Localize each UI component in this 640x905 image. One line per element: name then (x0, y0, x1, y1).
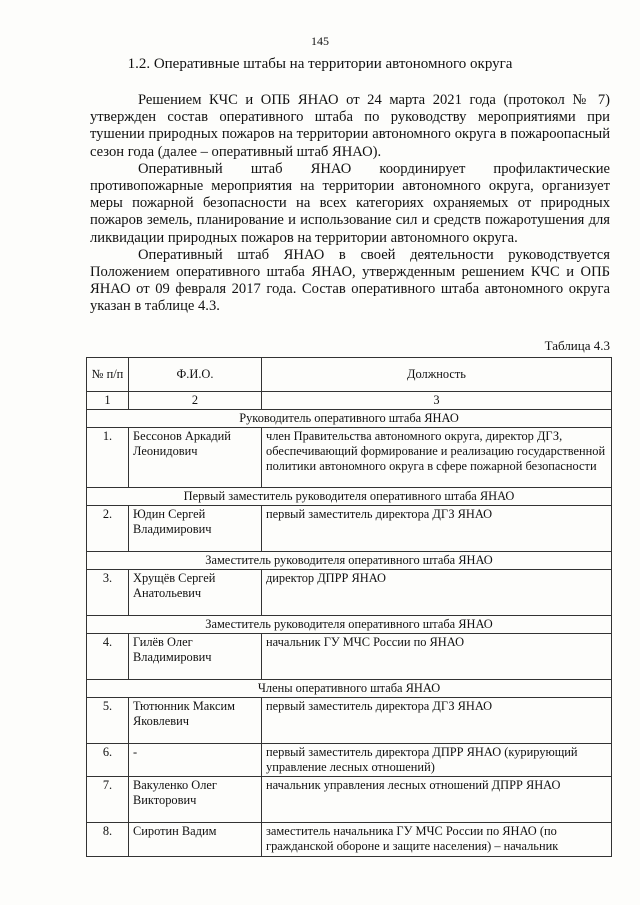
row-position: первый заместитель директора ДГЗ ЯНАО (262, 698, 612, 744)
row-number: 8. (87, 823, 129, 857)
paragraph: Оперативный штаб ЯНАО в своей деятельности руководствуется Положением оперативного штаба ЯНАО, утвержденным решением КЧС и ОПБ ЯНАО от 09 февраля 2017 года. Состав оперативного штаба автономного округа указан в таблице 4.3. (90, 246, 610, 315)
group-row (87, 616, 612, 634)
group-title: Заместитель руководителя оперативного штаба ЯНАО (87, 616, 612, 634)
header-position: Должность (262, 358, 612, 392)
group-row (87, 410, 612, 428)
table-row (87, 698, 612, 744)
row-fio: Юдин Сергей Владимирович (129, 506, 262, 552)
row-number: 7. (87, 777, 129, 823)
row-fio: Вакуленко Олег Викторович (129, 777, 262, 823)
row-position: член Правительства автономного округа, директор ДГЗ, обеспечивающий формирование и реализацию государственной политики автономного округа в сфере пожарной безопасности (262, 428, 612, 488)
row-fio: - (129, 744, 262, 777)
group-title: Заместитель руководителя оперативного штаба ЯНАО (87, 552, 612, 570)
row-fio: Хрущёв Сергей Анатольевич (129, 570, 262, 616)
column-number: 3 (262, 392, 612, 410)
staff-table (86, 357, 612, 857)
row-position: первый заместитель директора ДПРР ЯНАО (курирующий управление лесных отношений) (262, 744, 612, 777)
group-title: Члены оперативного штаба ЯНАО (87, 680, 612, 698)
header-fio: Ф.И.О. (129, 358, 262, 392)
row-number: 5. (87, 698, 129, 744)
group-row (87, 488, 612, 506)
table-row (87, 428, 612, 488)
table-row (87, 634, 612, 680)
group-title: Первый заместитель руководителя оперативного штаба ЯНАО (87, 488, 612, 506)
row-fio: Бессонов Аркадий Леонидович (129, 428, 262, 488)
column-number: 1 (87, 392, 129, 410)
table-row (87, 777, 612, 823)
row-number: 2. (87, 506, 129, 552)
group-row (87, 680, 612, 698)
column-number: 2 (129, 392, 262, 410)
row-number: 4. (87, 634, 129, 680)
row-position: первый заместитель директора ДГЗ ЯНАО (262, 506, 612, 552)
row-number: 6. (87, 744, 129, 777)
table-header-row (87, 358, 612, 392)
row-position: заместитель начальника ГУ МЧС России по ЯНАО (по гражданской обороне и защите населения) – начальник (262, 823, 612, 857)
paragraph: Решением КЧС и ОПБ ЯНАО от 24 марта 2021 года (протокол № 7) утвержден состав оперативного штаба по руководству мероприятиями при тушении природных пожаров на территории автономного округа в пожароопасный сезон года (далее – оперативный штаб ЯНАО). (90, 92, 610, 160)
header-num: № п/п (87, 358, 129, 392)
row-position: директор ДПРР ЯНАО (262, 570, 612, 616)
row-number: 3. (87, 570, 129, 616)
page-number: 145 (311, 34, 329, 48)
table-row (87, 506, 612, 552)
row-fio: Тютюнник Максим Яковлевич (129, 698, 262, 744)
table-caption: Таблица 4.3 (544, 338, 610, 353)
column-numbers-row (87, 392, 612, 410)
row-position: начальник ГУ МЧС России по ЯНАО (262, 634, 612, 680)
table-row (87, 823, 612, 857)
row-fio: Гилёв Олег Владимирович (129, 634, 262, 680)
row-number: 1. (87, 428, 129, 488)
row-fio: Сиротин Вадим (129, 823, 262, 857)
table-row (87, 570, 612, 616)
group-row (87, 552, 612, 570)
table-row (87, 744, 612, 777)
paragraph: Оперативный штаб ЯНАО координирует профилактические противопожарные мероприятия на территории автономного округа, организует меры пожарной безопасности на всех категориях охраняемых от природных пожаров земель, планирование и использование сил и средств пожаротушения для ликвидации природных пожаров на территории автономного округа. (90, 160, 610, 246)
group-title: Руководитель оперативного штаба ЯНАО (87, 410, 612, 428)
body-text (90, 92, 610, 316)
row-position: начальник управления лесных отношений ДПРР ЯНАО (262, 777, 612, 823)
section-title: 1.2. Оперативные штабы на территории автономного округа (127, 56, 513, 72)
